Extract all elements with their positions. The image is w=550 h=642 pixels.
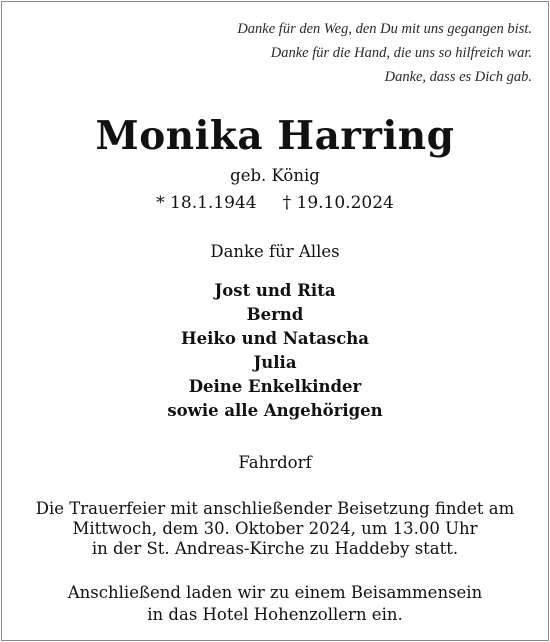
life-dates <box>2 193 548 213</box>
invite-line: in das Hotel Hohenzollern ein. <box>147 605 403 624</box>
poem-line: Danke für die Hand, die uns so hilfreich war. <box>270 45 532 61</box>
service-line: Mittwoch, dem 30. Oktober 2024, um 13.00 Uhr <box>72 519 478 538</box>
invite-line: Anschließend laden wir zu einem Beisammensein <box>67 583 483 602</box>
mourner: Julia <box>253 353 297 372</box>
service-line: Die Trauerfeier mit anschließender Beisetzung findet am <box>35 499 515 518</box>
mourner: Jost und Rita <box>214 281 336 300</box>
place: Fahrdorf <box>238 453 312 472</box>
poem <box>237 17 532 89</box>
service-line: in der St. Andreas-Kirche zu Haddeby statt. <box>91 539 459 558</box>
reception-info <box>2 582 548 626</box>
thanks-line: Danke für Alles <box>210 242 340 261</box>
mourner: Bernd <box>246 305 304 324</box>
birth-date: * 18.1.1944 <box>156 193 257 213</box>
death-date: † 19.10.2024 <box>282 193 394 213</box>
birth-name: geb. König <box>230 166 320 185</box>
mourner: sowie alle Angehörigen <box>167 401 383 420</box>
poem-line: Danke, dass es Dich gab. <box>384 69 532 85</box>
mourner: Deine Enkelkinder <box>188 377 362 396</box>
mourners-list <box>2 279 548 423</box>
poem-line: Danke für den Weg, den Du mit uns gegangen bist. <box>237 21 532 37</box>
deceased-name: Monika Harring <box>95 113 455 159</box>
mourner: Heiko und Natascha <box>181 329 369 348</box>
service-info <box>2 499 548 559</box>
obituary-notice <box>1 1 549 641</box>
